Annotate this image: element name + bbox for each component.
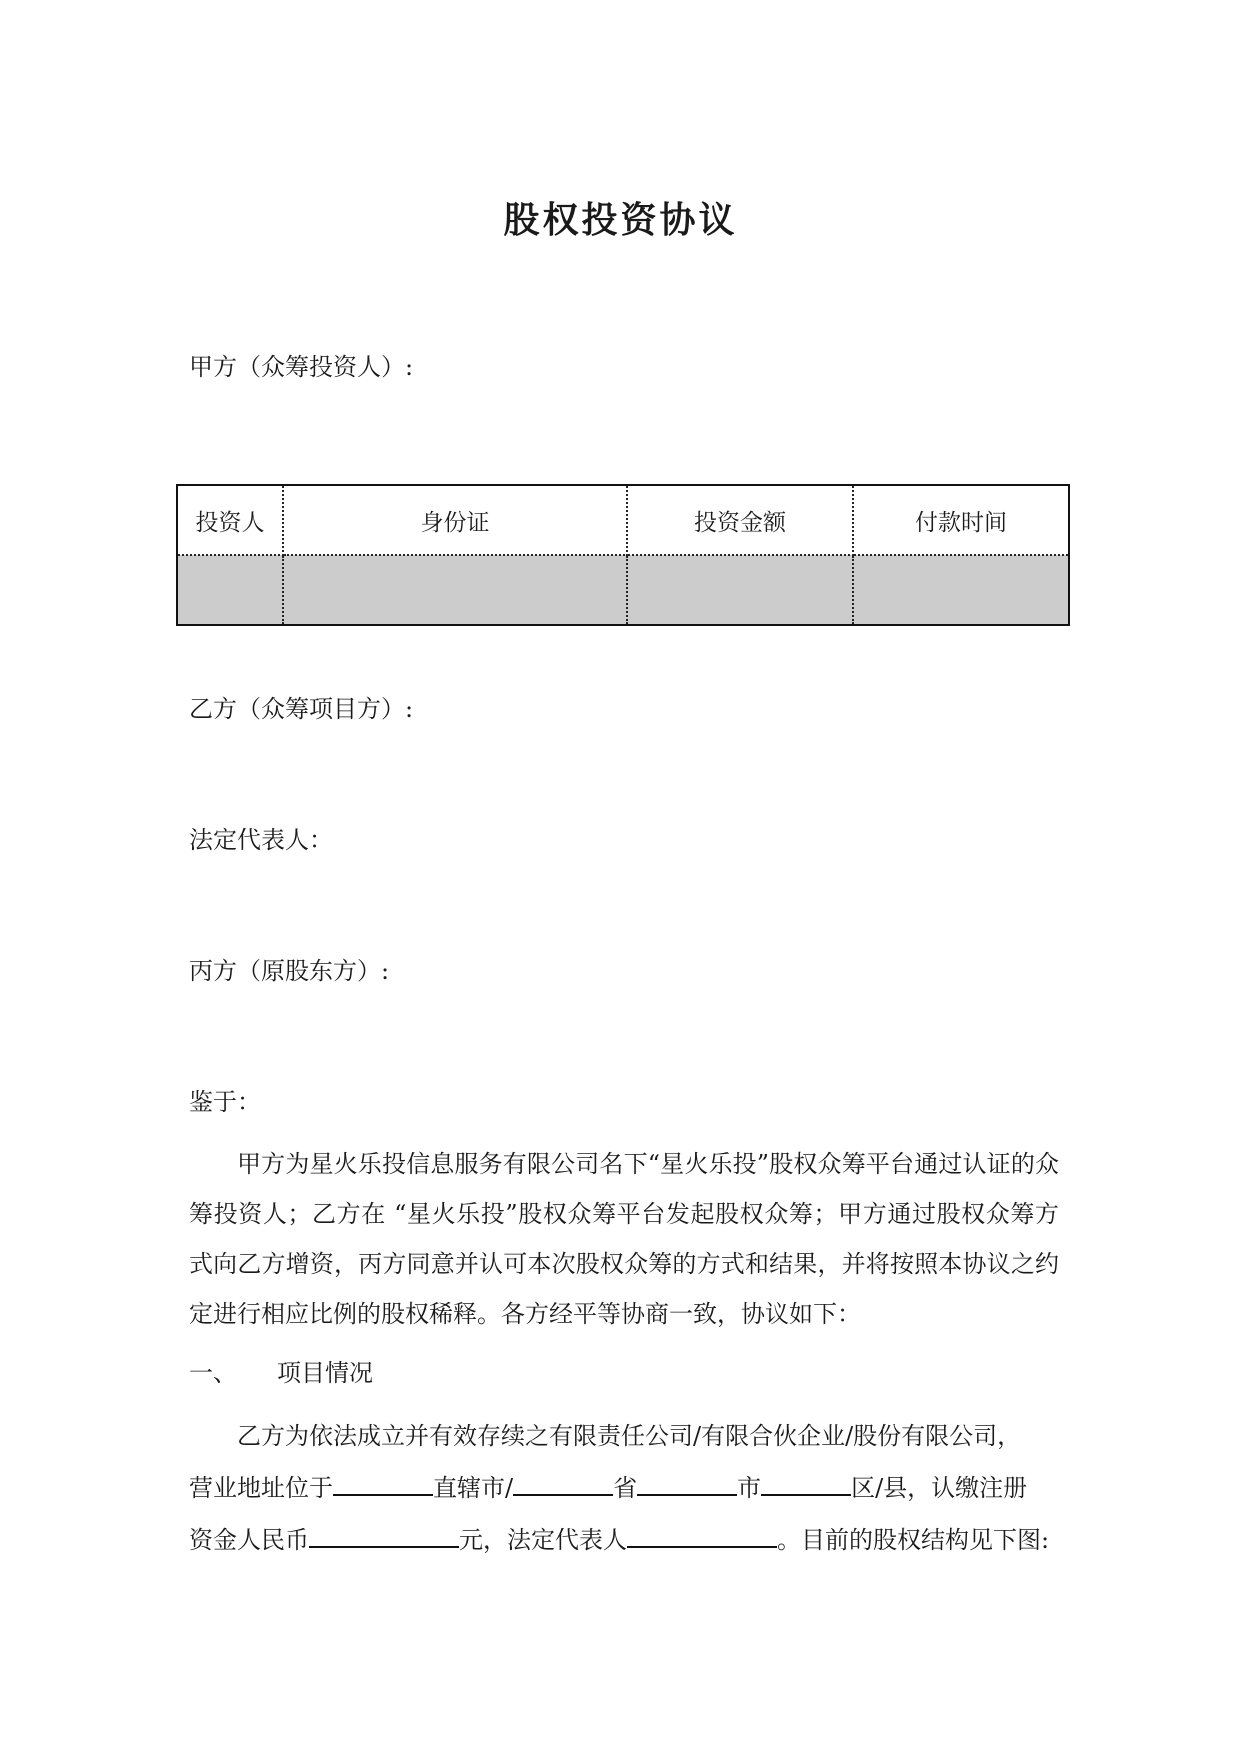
- project-text-segment: 。目前的股权结构见下图:: [777, 1526, 1050, 1554]
- investor-table: [176, 484, 1070, 626]
- table-header-cell: 投资人: [177, 485, 283, 555]
- whereas-text: 甲方为星火乐投信息服务有限公司名下“星火乐投”股权众筹平台通过认证的众筹投资人；乙方在 “星火乐投”股权众筹平台发起股权众筹；甲方通过股权众筹方式向乙方增资，丙方同意并认可本次股权众筹的方式和结果，并将按照本协议之约定进行相应比例的股权稀释。各方经平等协商一致，协议如下：: [189, 1150, 1059, 1328]
- legal-rep-blank[interactable]: [627, 1520, 777, 1548]
- project-text-segment: 省: [613, 1474, 638, 1502]
- party-c-label: 丙方（原股东方）:: [189, 957, 390, 985]
- city-blank[interactable]: [333, 1468, 433, 1496]
- section-number: 一、: [189, 1359, 237, 1387]
- project-text-segment: 元，法定代表人: [459, 1526, 627, 1554]
- document-title: 股权投资协议: [503, 200, 738, 241]
- project-text-segment: 直辖市/: [433, 1474, 514, 1502]
- table-cell[interactable]: [283, 555, 627, 625]
- project-text-segment: 营业地址位于: [189, 1474, 333, 1502]
- legal-rep-label: 法定代表人：: [189, 826, 333, 854]
- party-b-label: 乙方（众筹项目方）:: [189, 695, 414, 723]
- project-paragraph: [189, 1410, 1059, 1566]
- table-row: [177, 555, 1069, 625]
- district-blank[interactable]: [761, 1468, 851, 1496]
- project-text-segment: 区/县，认缴注册: [851, 1474, 1028, 1502]
- project-text-segment: 市: [737, 1474, 762, 1502]
- project-text-segment: 资金人民币: [189, 1526, 309, 1554]
- whereas-label: 鉴于：: [189, 1088, 261, 1116]
- table-cell[interactable]: [853, 555, 1069, 625]
- section-title: 项目情况: [277, 1359, 373, 1387]
- section-heading: [189, 1356, 373, 1390]
- table-header-cell: 付款时间: [853, 485, 1069, 555]
- province-blank[interactable]: [513, 1468, 613, 1496]
- table-cell[interactable]: [627, 555, 853, 625]
- capital-blank[interactable]: [309, 1520, 459, 1548]
- table-header-row: [177, 485, 1069, 555]
- project-line-1: 乙方为依法成立并有效存续之有限责任公司/有限合伙企业/股份有限公司，: [237, 1422, 1022, 1450]
- project-line-2: [189, 1462, 1059, 1514]
- party-a-label: 甲方（众筹投资人）:: [189, 353, 414, 381]
- table-header-cell: 身份证: [283, 485, 627, 555]
- table-header-cell: 投资金额: [627, 485, 853, 555]
- whereas-paragraph: [189, 1139, 1059, 1339]
- project-line-3: [189, 1514, 1059, 1566]
- table-cell[interactable]: [177, 555, 283, 625]
- municipality-blank[interactable]: [637, 1468, 737, 1496]
